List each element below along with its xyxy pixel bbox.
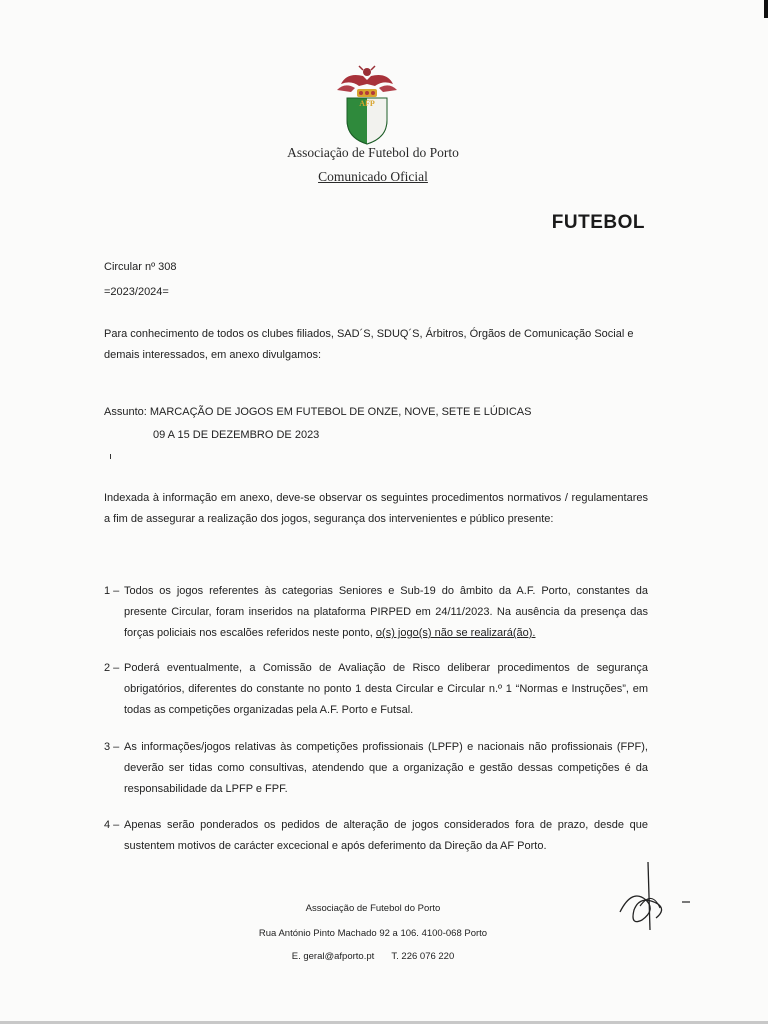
subject-line: Assunto: MARCAÇÃO DE JOGOS EM FUTEBOL DE ONZE, NOVE, SETE E LÚDICAS (104, 406, 532, 418)
item-underlined: o(s) jogo(s) não se realizará(ão). (375, 627, 536, 639)
footer-contacts (200, 951, 546, 962)
circular-number: Circular nº 308 (104, 261, 177, 273)
scan-edge-mark (764, 0, 768, 18)
item-body: Poderá eventualmente, a Comissão de Avaliação de Risco deliberar procedimentos de segurança obrigatórios, diferentes do constante no ponto 1 desta Circular e Circular n.º 1 “Normas e Instruções”, em todas as competições organizadas pela A.F. Porto e Futsal. (124, 662, 648, 716)
item-number: 2 – (104, 662, 120, 674)
footer-phone: T. 226 076 220 (391, 951, 455, 962)
procedure-item-2 (104, 658, 648, 721)
item-number: 3 – (104, 741, 120, 753)
document-type-label: Comunicado Oficial (318, 169, 428, 184)
subject-dates: 09 A 15 DE DEZEMBRO DE 2023 (153, 429, 320, 441)
procedure-item-4 (104, 815, 648, 857)
season: =2023/2024= (104, 286, 169, 298)
procedure-item-1 (104, 581, 648, 644)
sport-heading: FUTEBOL (551, 212, 645, 233)
signature (612, 860, 694, 940)
item-number: 4 – (104, 819, 120, 831)
procedure-item-3 (104, 737, 648, 800)
item-text (124, 737, 648, 800)
item-number: 1 – (104, 585, 120, 597)
item-text (124, 658, 648, 721)
document-type (0, 169, 746, 185)
footer-address: Rua António Pinto Machado 92 a 106. 4100-068 Porto (258, 928, 488, 939)
item-body: Apenas serão ponderados os pedidos de alteração de jogos considerados fora de prazo, desde que sustentem motivos de carácter excecional e após deferimento da Direção da AF Porto. (124, 819, 648, 852)
item-text (124, 581, 648, 644)
item-text (124, 815, 648, 857)
item-body: As informações/jogos relativas às competições profissionais (LPFP) e nacionais não profissionais (FPF), deverão ser tidas como consultivas, atendendo que a organização e gestão dessas competições é da responsabilidade da LPFP e FPF. (124, 741, 648, 795)
intro-paragraph: Para conhecimento de todos os clubes filiados, SAD´S, SDUQ´S, Árbitros, Órgãos de Comunicação Social e demais interessados, em anexo divulgamos: (104, 328, 634, 361)
item-body: Todos os jogos referentes às categorias Seniores e Sub-19 do âmbito da A.F. Porto, constantes da presente Circular, foram inseridos na plataforma PIRPED em 24/11/2023. Na ausência da presença das forças policiais nos escalões referidos neste ponto, (124, 585, 648, 639)
procedures-intro: Indexada à informação em anexo, deve-se observar os seguintes procedimentos normativos / regulamentares a fim de assegurar a realização dos jogos, segurança dos intervenientes e público presente: (104, 492, 648, 525)
afp-logo (333, 62, 401, 146)
footer-organization: Associação de Futebol do Porto (305, 903, 441, 914)
footer-email: E. geral@afporto.pt (291, 951, 375, 962)
scan-speck (110, 454, 111, 459)
organization-title: Associação de Futebol do Porto (287, 145, 459, 160)
svg-text:AFP: AFP (359, 99, 375, 108)
